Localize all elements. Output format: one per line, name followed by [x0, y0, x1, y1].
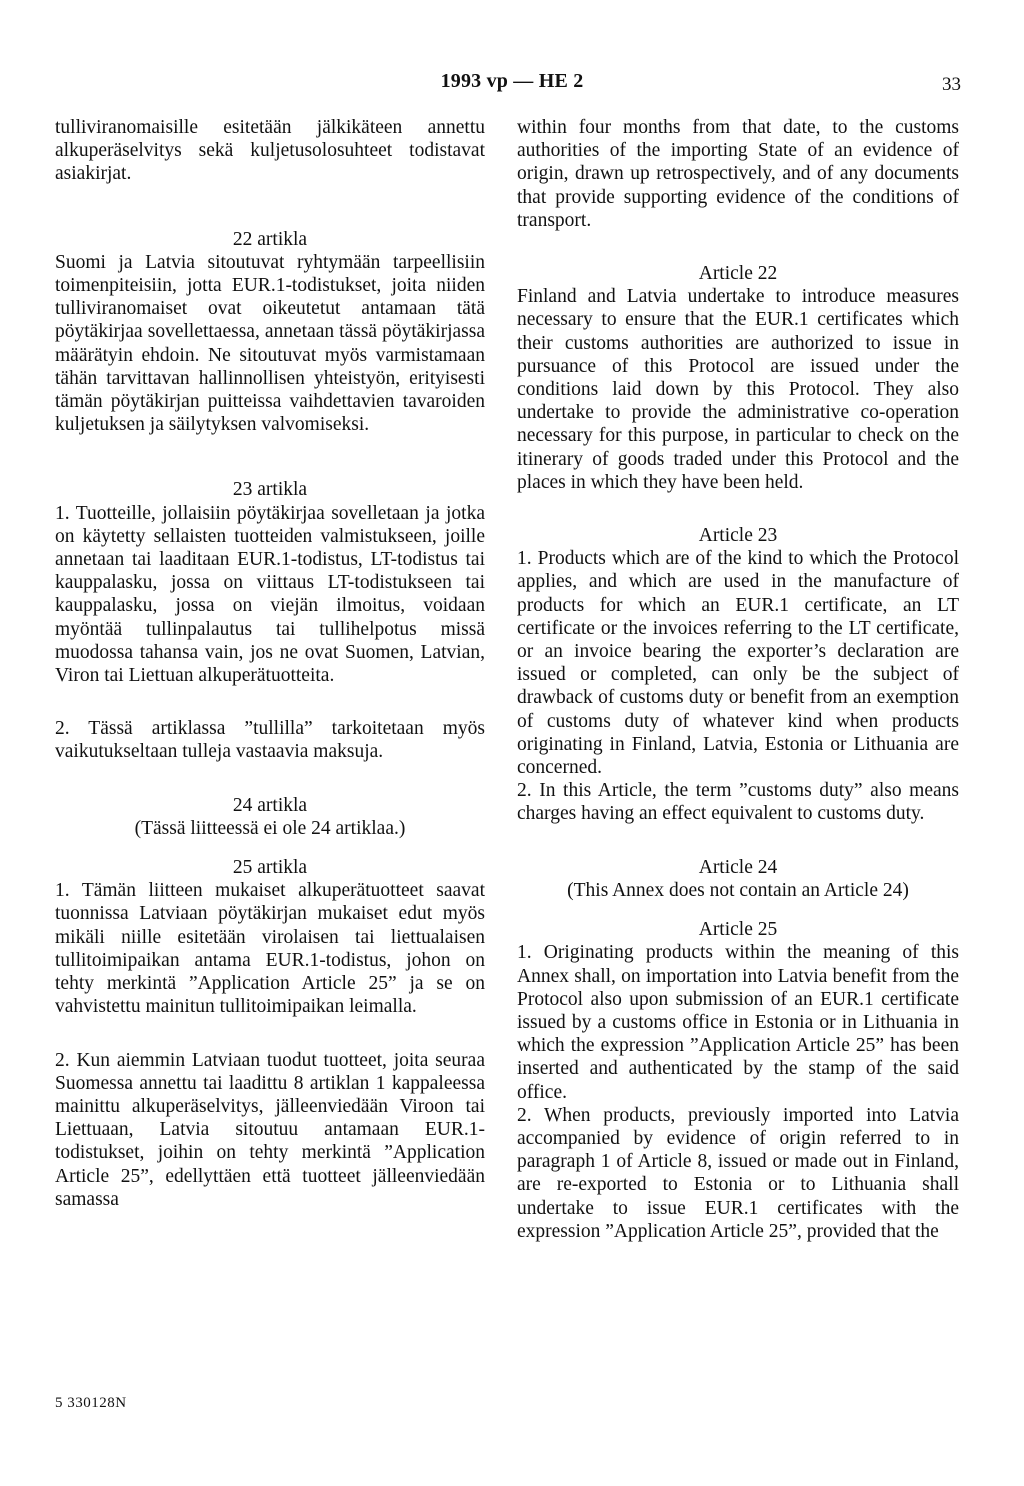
english-column — [517, 116, 959, 1243]
finnish-article-24-note: (Tässä liitteessä ei ole 24 artiklaa.) — [134, 817, 406, 839]
finnish-article-23-paragraph-2: 2. Tässä artiklassa ”tullilla” tarkoitetaan myös vaikutukseltaan tulleja vastaavia maksuja. — [55, 718, 485, 763]
english-article-25-paragraph-1: 1. Originating products within the meaning of this Annex shall, on importation into Latvia benefit from the Protocol also upon submission of an EUR.1 certificate issued by a customs office in Estonia or in Lithuania in which the expression ”Application Article 25” has been inserted and authenticated by the stamp of the said office. — [517, 942, 959, 1103]
english-article-24-note: (This Annex does not contain an Article 24) — [567, 879, 909, 901]
english-article-24-heading: Article 24 — [698, 856, 778, 878]
english-article-22-heading: Article 22 — [698, 263, 778, 285]
finnish-article-25-paragraph-1: 1. Tämän liitteen mukaiset alkuperätuotteet saavat tuonnissa Latviaan pöytäkirjan mukaiset edut myös mikäli niille esitetään virolaisen tai liettualaisen tullitoimipaikan antama EUR.1-todistus, johon on tehty merkintä ”Application Article 25” ja se on vahvistettu mainitun tullitoimipaikan leimalla. — [55, 880, 485, 1018]
finnish-column — [55, 116, 485, 1211]
finnish-article-23-heading: 23 artikla — [232, 479, 308, 501]
english-article-25-heading: Article 25 — [698, 919, 778, 941]
finnish-article-22-heading: 22 artikla — [232, 228, 308, 250]
english-article-23-paragraph-2: 2. In this Article, the term ”customs duty” also means charges having an effect equivalent to customs duty. — [517, 780, 959, 825]
english-intro-paragraph: within four months from that date, to the customs authorities of the importing State of an evidence of origin, drawn up retrospectively, and of any documents that provide supporting evidence of the conditions of transport. — [517, 117, 959, 231]
finnish-article-24-heading: 24 artikla — [232, 794, 308, 816]
print-code: 5 330128N — [55, 1395, 127, 1411]
finnish-article-25-paragraph-2: 2. Kun aiemmin Latviaan tuodut tuotteet, joita seuraa Suomessa annettu tai laadittu 8 artiklan 1 kappaleessa mainittu alkuperäselvitys, jälleenviedään Viroon tai Liettuaan, Latvia sitoutuu antamaan EUR.1-todistukset, joihin on tehty merkintä ”Application Article 25”, edellyttäen että tuotteet jälleenviedään samassa — [55, 1049, 485, 1210]
document-header-title: 1993 vp — HE 2 — [440, 70, 584, 92]
english-article-22-paragraph: Finland and Latvia undertake to introduce measures necessary to ensure that the EUR.1 certificates which their customs authorities are authorized to issue in pursuance of this Protocol are issued under the conditions laid down by this Protocol. They also undertake to provide the administrative co-operation necessary for this purpose, in particular to check on the itinerary of goods traded under this Protocol and the places in which they have been held. — [517, 286, 959, 493]
finnish-article-22-paragraph: Suomi ja Latvia sitoutuvat ryhtymään tarpeellisiin toimenpiteisiin, jotta EUR.1-todistukset, joita niiden tulliviranomaiset ovat oikeutetut antamaan tätä pöytäkirjaa sovellettaessa, annetaan tässä pöytäkirjassa määrätyin ehdoin. Ne sitoutuvat myös varmistamaan tähän tarvittavan hallinnollisen yhteistyön, erityisesti tämän pöytäkirjan puitteissa vaihdettavien tavaroiden kuljetuksen ja säilytyksen valvomiseksi. — [55, 251, 485, 436]
english-article-25-paragraph-2: 2. When products, previously imported into Latvia accompanied by evidence of origin referred to in paragraph 1 of Article 8, issued or made out in Finland, are re-exported to Estonia or to Lithuania shall undertake to issue EUR.1 certificates with the expression ”Application Article 25”, provided that the — [517, 1104, 959, 1242]
finnish-intro-paragraph: tulliviranomaisille esitetään jälkikäteen annettu alkuperäselvitys sekä kuljetusolosuhteet todistavat asiakirjat. — [55, 117, 485, 185]
page-number: 33 — [942, 74, 961, 95]
finnish-article-23-paragraph-1: 1. Tuotteille, jollaisiin pöytäkirjaa sovelletaan ja jotka on käytetty sellaisten tuotteiden valmistukseen, joille annetaan tai laaditaan EUR.1-todistus, LT-todistus tai kauppalasku, jossa on viittaus LT-todistukseen tai kauppalasku, jossa on viejän ilmoitus, voidaan myöntää tullinpalautus tai tullihelpotus missä muodossa tahansa vain, jos ne ovat Suomen, Latvian, Viron tai Liettuan alkuperätuotteita. — [55, 502, 485, 687]
finnish-article-25-heading: 25 artikla — [232, 857, 308, 879]
english-article-23-paragraph-1: 1. Products which are of the kind to which the Protocol applies, and which are used in the manufacture of products for which an EUR.1 certificate, an LT certificate or the invoices referring to the LT certificate, or an invoice bearing the exporter’s declaration are issued or completed, can only be the subject of drawback of customs duty or benefit from an exemption of customs duty of whatever kind when products originating in Finland, Latvia, Estonia or Lithuania are concerned. — [517, 548, 959, 779]
english-article-23-heading: Article 23 — [698, 525, 778, 547]
